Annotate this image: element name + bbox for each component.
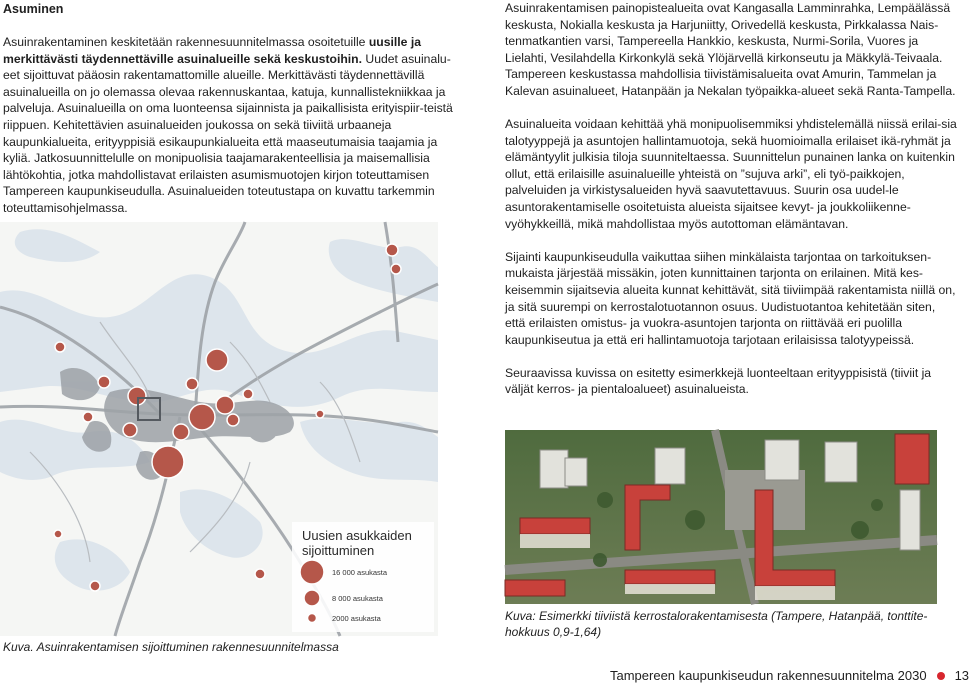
map-caption: Kuva. Asuinrakentamisen sijoittuminen rakennesuunnitelmassa	[3, 640, 339, 654]
intro-bold-text: uusille ja merkittävästi täydennettäville asuinalueille sekä keskustoihin.	[3, 35, 421, 66]
paragraph-diversity: Asuinalueita voidaan kehittää yhä monipuolisemmiksi yhdistelemällä niissä erilai-sia talotyyppejä ja asuntojen hallintamuotoja, sekä huomioimalla erilaiset ikä-ryhmät ja elämäntyylit julkisia tiloja suunniteltaessa. Suunnittelun punainen lanka on kuitenkin ollut, että erilaisille asuinalueille yhteistä on ”sujuva arki”, eli työ-paikkojen, palveluiden ja virkistysalueiden hyvä saavutettavuus. Suurin osa uudel-le asuntorakentamiselle osoitetuista alueista sijaitsee kevyt- ja joukkoliikenne-vyöhykkeillä, mikä mahdollistaa myös autottoman elämäntavan.	[505, 117, 957, 231]
legend-title: Uusien asukkaiden sijoittuminen	[302, 528, 412, 558]
paragraph-focus-areas: Asuinrakentamisen painopistealueita ovat Kangasalla Lamminrahka, Lempäälässä keskusta, Nokialla keskusta ja Harjuniitty, Orivedellä keskusta, Pirkkalassa Nais-tenmatkantien varsi, Tampereella Hankkio, keskusta, Nurmi-Sorila, Vuores ja Lielahti, Vesilahdella Kirkonkylä sekä Ylöjärvellä kirkonseutu ja Mäkkylä-Teivaala. Tampereen keskustassa mahdollisia tiivistämisalueita ovat Amurin, Tammelan ja Kalevan asuinalueet, Hatanpään ja Nekalan työpaikka-alueet sekä Ranta-Tampella.	[505, 1, 956, 98]
photo-caption: Kuva: Esimerkki tiiviistä kerrostalorakentamisesta (Tampere, Hatanpää, tonttite-hokkuus 0,9-1,64)	[505, 609, 928, 639]
section-heading: Asuminen	[3, 2, 64, 16]
housing-map-figure	[0, 222, 438, 636]
legend-symbols	[294, 558, 334, 638]
intro-text-2: Uudet asuinalu-eet sijoittuvat pääosin rakentamattomille alueille.	[3, 51, 451, 83]
legend-item-16000: 16 000 asukasta	[332, 568, 388, 577]
left-column	[3, 0, 455, 217]
intro-paragraph	[3, 34, 455, 217]
aerial-photo-graphic	[505, 430, 937, 604]
page-number: 13	[954, 668, 969, 683]
intro-text-1: Asuinrakentaminen keskitetään rakennesuunnitelmassa osoitetuille	[3, 35, 369, 49]
intro-text-5: Kehitettävien asuinalueiden joukossa on sekä tiiviitä urbaaneja kaupunkialueita, erityyppisiä esikaupunkialueita että maaseutumaisia taajamia ja kyliä.	[3, 117, 438, 166]
intro-text-4: Asuinalueilla on oma luonteensa sijainnista ja paikallisista erityispiir-teistä riippuen.	[3, 101, 453, 132]
intro-text-7: Asuinalueiden toteutustapa on kuvattu tarkemmin toteuttamisohjelmassa.	[3, 184, 435, 215]
page-footer	[610, 668, 969, 683]
intro-text-3: Merkittävästi täydennettävillä asuinalueilla on jo olemassa olevaa rakennuskantaa, katuja, kunnallistekniikkaa ja palveluja.	[3, 68, 446, 116]
intro-text-6: Jatkosuunnittelulle on monipuolisia taajamarakenteellisia ja maisemallisia lähtökohtia, jotka mahdollistavat erilaisten asumismuotojen kirjon toteuttamisen Tampereen kaupunkiseudulla.	[3, 151, 430, 199]
aerial-photo	[505, 430, 937, 604]
footer-bullet-icon	[937, 672, 945, 680]
right-column	[505, 0, 957, 398]
paragraph-examples: Seuraavissa kuvissa on esitetty esimerkkejä luonteeltaan erityyppisistä (tiiviit ja väljät kerros- ja pientaloalueet) asuinalueista.	[505, 365, 932, 397]
paragraph-location: Sijainti kaupunkiseudulla vaikuttaa siihen minkälaista tarjontaa on tarkoituksen-mukaista järjestää missäkin, joten kunnittainen tarjonta on erilainen. Mitä kes-keisemmin sijaitsevia alueita kunnat kehittävät, sitä tiiviimpää rakentamista niillä on, ja sitä suurempi on kerrostalotuotannon osuus. Uudistuotantoa kehitetään siten, että erilaisten omistus- ja vuokra-asuntojen tarjonta on riittävää eri puolilla kaupunkiseutua ja että eri hallintamuotoja tarjotaan erilaisissa talotyypeissä.	[505, 249, 956, 347]
legend-item-8000: 8 000 asukasta	[332, 594, 383, 603]
footer-document-title: Tampereen kaupunkiseudun rakennesuunnitelma 2030	[610, 668, 927, 683]
map-legend	[292, 522, 434, 632]
legend-item-2000: 2000 asukasta	[332, 614, 381, 623]
